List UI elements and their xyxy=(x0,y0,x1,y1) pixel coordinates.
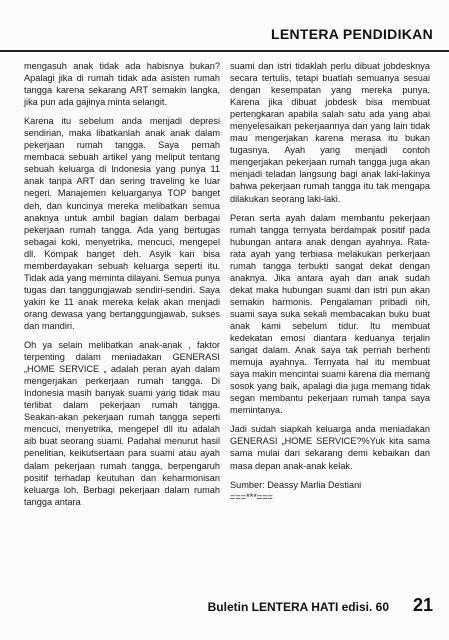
end-mark: ===***=== xyxy=(230,491,273,502)
page-footer xyxy=(0,594,449,624)
publication-label: Buletin LENTERA HATI edisi. 60 xyxy=(207,600,389,614)
paragraph: Karena itu sebelum anda menjadi depresi sendirian, maka libatkanlah anak anak dalam pekerjaan rumah tangga. Saya pernah membaca sebuah artikel yang meliput tentang sebuah keluarga di Indonesia yang punya 11 anak tanpa ART dan sering traveling ke luar negeri. Manajemen keluarganya TOP banget deh, dan kuncinya mereka melibatkan semua anaknya untuk ambil bagian dalam berbagai pekerjaan rumah tangga. Ada yang bertugas sebagai koki, menyetrika, mencuci, mengepel dll. Kompak banget deh. Asyik kan bisa memberdayakan sebuah keluarga seperti itu. Tidak ada yang meminta dilayani. Semua punya tugas dan tanggungjawab sendiri-sendiri. Saya yakin ke 11 anak mereka kelak akan menjadi orang dewasa yang bertanggungjawab, sukses dan mandiri. xyxy=(24,116,220,331)
paragraph: Oh ya selain melibatkan anak-anak , faktor terpenting dalam meniadakan GENERASI „HOME SERVICE „ adalah peran ayah dalam mengerjakan perkerjaan rumah tangga. Di Indonesia masih banyak suami yang tidak mau terlibat dalam pekerjaan rumah tangga. Seakan-akan pekerjaan rumah tangga seperti mencuci, menyetrika, mengepel dll itu adalah aib buat seorang suami. Padahal menurut hasil penelitian, keikutsertaan para suami atau ayah dalam pekerjaan rumah tangga, berpengaruh positif terhadap keutuhan dan keharmonisan keluarga loh. Berbagi pekerjaan dalam rumah tangga antara xyxy=(24,340,220,507)
page-header xyxy=(0,22,449,50)
paragraph: Jadi sudah siapkah keluarga anda meniadakan GENERASI „HOME SERVICE?%Yuk kita sama sama mulai dari sekarang demi kebaikan dan masa depan anak-anak kelak. xyxy=(230,424,430,471)
paragraph: mengasuh anak tidak ada habisnya bukan? Apalagi jika di rumah tidak ada asisten rumah tangga karena sekarang ART semakin langka, jika pun ada gajinya minta selangit. xyxy=(24,61,220,108)
page-number: 21 xyxy=(412,595,433,615)
right-text-column xyxy=(230,60,430,503)
header-divider xyxy=(0,50,449,52)
article-source: Sumber: Deassy Marlia Destiani xyxy=(230,479,362,490)
left-text-column xyxy=(24,60,220,515)
section-title: LENTERA PENDIDIKAN xyxy=(271,26,433,42)
paragraph: Peran serta ayah dalam membantu pekerjaan rumah tangga ternyata berdampak positif pada hubungan antara anak dengan ayahnya. Rata-rata ayah yang terbiasa melakukan perkerjaan rumah tangga terbukti sangat dekat dengan anaknya. Jika antara ayah dan anak sudah dekat maka hubungan suami dan istri pun akan semakin harmonis. Pengalaman pribadi nih, suami saya suka sekali membacakan buku buat anak kami sebelum tidur. Itu membuat kedekatan emosi diantara keduanya terjalin sangat dalam. Anak saya tak pernah berhenti memuja ayahnya. Ternyata hal itu membuat saya makin mencintai suami karena dia memang sosok yang baik, apalagi dia juga memang tidak segan membantu pekerjaan rumah tanpa saya memintanya. xyxy=(230,212,430,416)
paragraph: suami dan istri tidaklah perlu dibuat jobdesknya secara tertulis, tetapi buatlah semuanya sesuai dengan kesempatan yang mereka punya. Karena jika dibuat jobdesk bisa membuat pertengkaran apabila salah satu ada yang abai menyelesaikan pekerjaannya dan yang lain tidak mau mengerjakan karena merasa itu bukan tugasnya. Ayah yang menjadi contoh mengerjakan pekerjaan rumah tangga juga akan menjadi teladan langsung bagi anak laki-lakinya bahwa pekerjaan rumah tangga itu tak mengapa dilakukan seorang laki-laki. xyxy=(230,61,430,204)
